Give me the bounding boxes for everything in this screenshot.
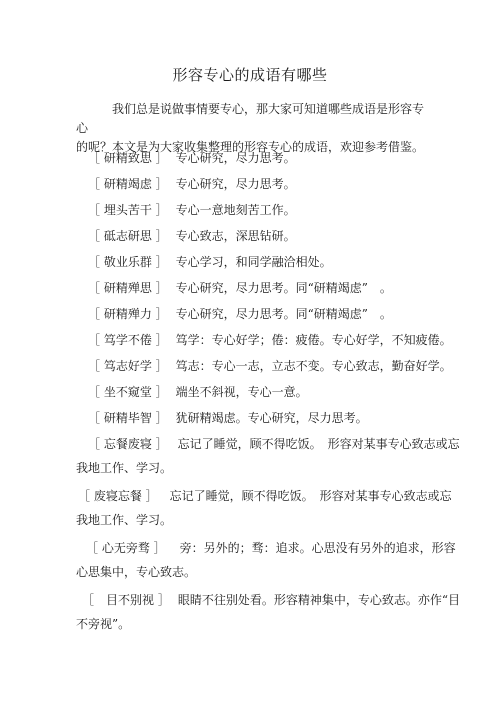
idiom-definition: 旁：另外的；骛：追求。心思没有另外的追求，形容 bbox=[179, 541, 456, 555]
idiom-term: ［ 忘餐废寝 ］ bbox=[88, 437, 168, 451]
idiom-definition-continued: 不旁视”。 bbox=[76, 617, 131, 631]
idiom-term: ［ 埋头苦干 ］ bbox=[88, 203, 168, 217]
idiom-entry bbox=[76, 223, 436, 249]
idiom-entry bbox=[76, 275, 436, 301]
idiom-definition: 眼睛不往别处看。形容精神集中，专心致志。亦作“目 bbox=[177, 593, 460, 607]
idiom-entry-wrapped bbox=[76, 588, 460, 636]
idiom-definition: 专心研究，尽力思考。同“研精竭虑” 。 bbox=[175, 281, 392, 295]
idiom-definition: 专心研究，尽力思考。 bbox=[175, 177, 296, 191]
intro-line: 我们总是说做事情要专心，那大家可知道哪些成语是形容专心 bbox=[76, 102, 425, 135]
idiom-definition-continued: 我地工作、学习。 bbox=[76, 513, 173, 527]
idiom-entry bbox=[76, 197, 436, 223]
idiom-entry-wrapped bbox=[76, 536, 456, 584]
idiom-term: ［ 心无旁骛 ］ bbox=[86, 541, 166, 555]
idiom-entry-wrapped bbox=[76, 484, 452, 532]
idiom-term: ［ 笃志好学 ］ bbox=[88, 359, 168, 373]
idiom-entry bbox=[76, 171, 436, 197]
intro-line: 的呢？本文是为大家收集整理的形容专心的成语，欢迎参考借鉴。 bbox=[76, 140, 425, 154]
idiom-definition: 犹研精竭虑。专心研究，尽力思考。 bbox=[175, 411, 368, 425]
idiom-entry bbox=[76, 145, 436, 171]
idiom-definition: 忘记了睡觉，顾不得吃饭。 形容对某事专心致志或忘 bbox=[177, 437, 460, 451]
idiom-term: ［ 研精殚思 ］ bbox=[88, 281, 168, 295]
idiom-definition: 忘记了睡觉，顾不得吃饭。 形容对某事专心致志或忘 bbox=[169, 489, 452, 503]
idiom-entry bbox=[76, 327, 452, 353]
idiom-entry bbox=[76, 353, 452, 379]
idiom-list bbox=[76, 145, 452, 431]
idiom-term: ［ 敬业乐群 ］ bbox=[88, 255, 168, 269]
idiom-definition: 笃学：专心好学；倦：疲倦。专心好学，不知疲倦。 bbox=[175, 333, 452, 347]
idiom-term: ［ 废寝忘餐 ］ bbox=[78, 489, 158, 503]
idiom-definition: 专心一意地刻苦工作。 bbox=[175, 203, 296, 217]
idiom-definition-continued: 心思集中，专心致志。 bbox=[76, 565, 197, 579]
idiom-definition: 笃志：专心一志，立志不变。专心致志，勤奋好学。 bbox=[175, 359, 452, 373]
idiom-term: ［ 研精竭虑 ］ bbox=[88, 177, 168, 191]
idiom-entry bbox=[76, 379, 436, 405]
idiom-definition: 专心学习，和同学融洽相处。 bbox=[175, 255, 332, 269]
idiom-entry-wrapped bbox=[76, 432, 460, 480]
idiom-entry bbox=[76, 405, 436, 431]
idiom-term: ［ 研精毕智 ］ bbox=[88, 411, 168, 425]
idiom-entry bbox=[76, 301, 436, 327]
idiom-term: ［ 砥志研思 ］ bbox=[88, 229, 168, 243]
idiom-term: ［ 研精致思 ］ bbox=[88, 151, 168, 165]
idiom-definition-continued: 我地工作、学习。 bbox=[76, 461, 173, 475]
idiom-term: ［ 目不别视 ］ bbox=[82, 593, 170, 607]
idiom-definition: 专心研究，尽力思考。 bbox=[175, 151, 296, 165]
idiom-term: ［ 笃学不倦 ］ bbox=[88, 333, 168, 347]
idiom-entry bbox=[76, 249, 436, 275]
idiom-term: ［ 研精殚力 ］ bbox=[88, 307, 168, 321]
page-title: 形容专心的成语有哪些 bbox=[172, 66, 328, 84]
idiom-term: ［ 坐不窥堂 ］ bbox=[88, 385, 168, 399]
idiom-definition: 专心致志，深思钻研。 bbox=[175, 229, 296, 243]
idiom-definition: 专心研究，尽力思考。同“研精竭虑” 。 bbox=[175, 307, 392, 321]
idiom-definition: 端坐不斜视，专心一意。 bbox=[175, 385, 308, 399]
